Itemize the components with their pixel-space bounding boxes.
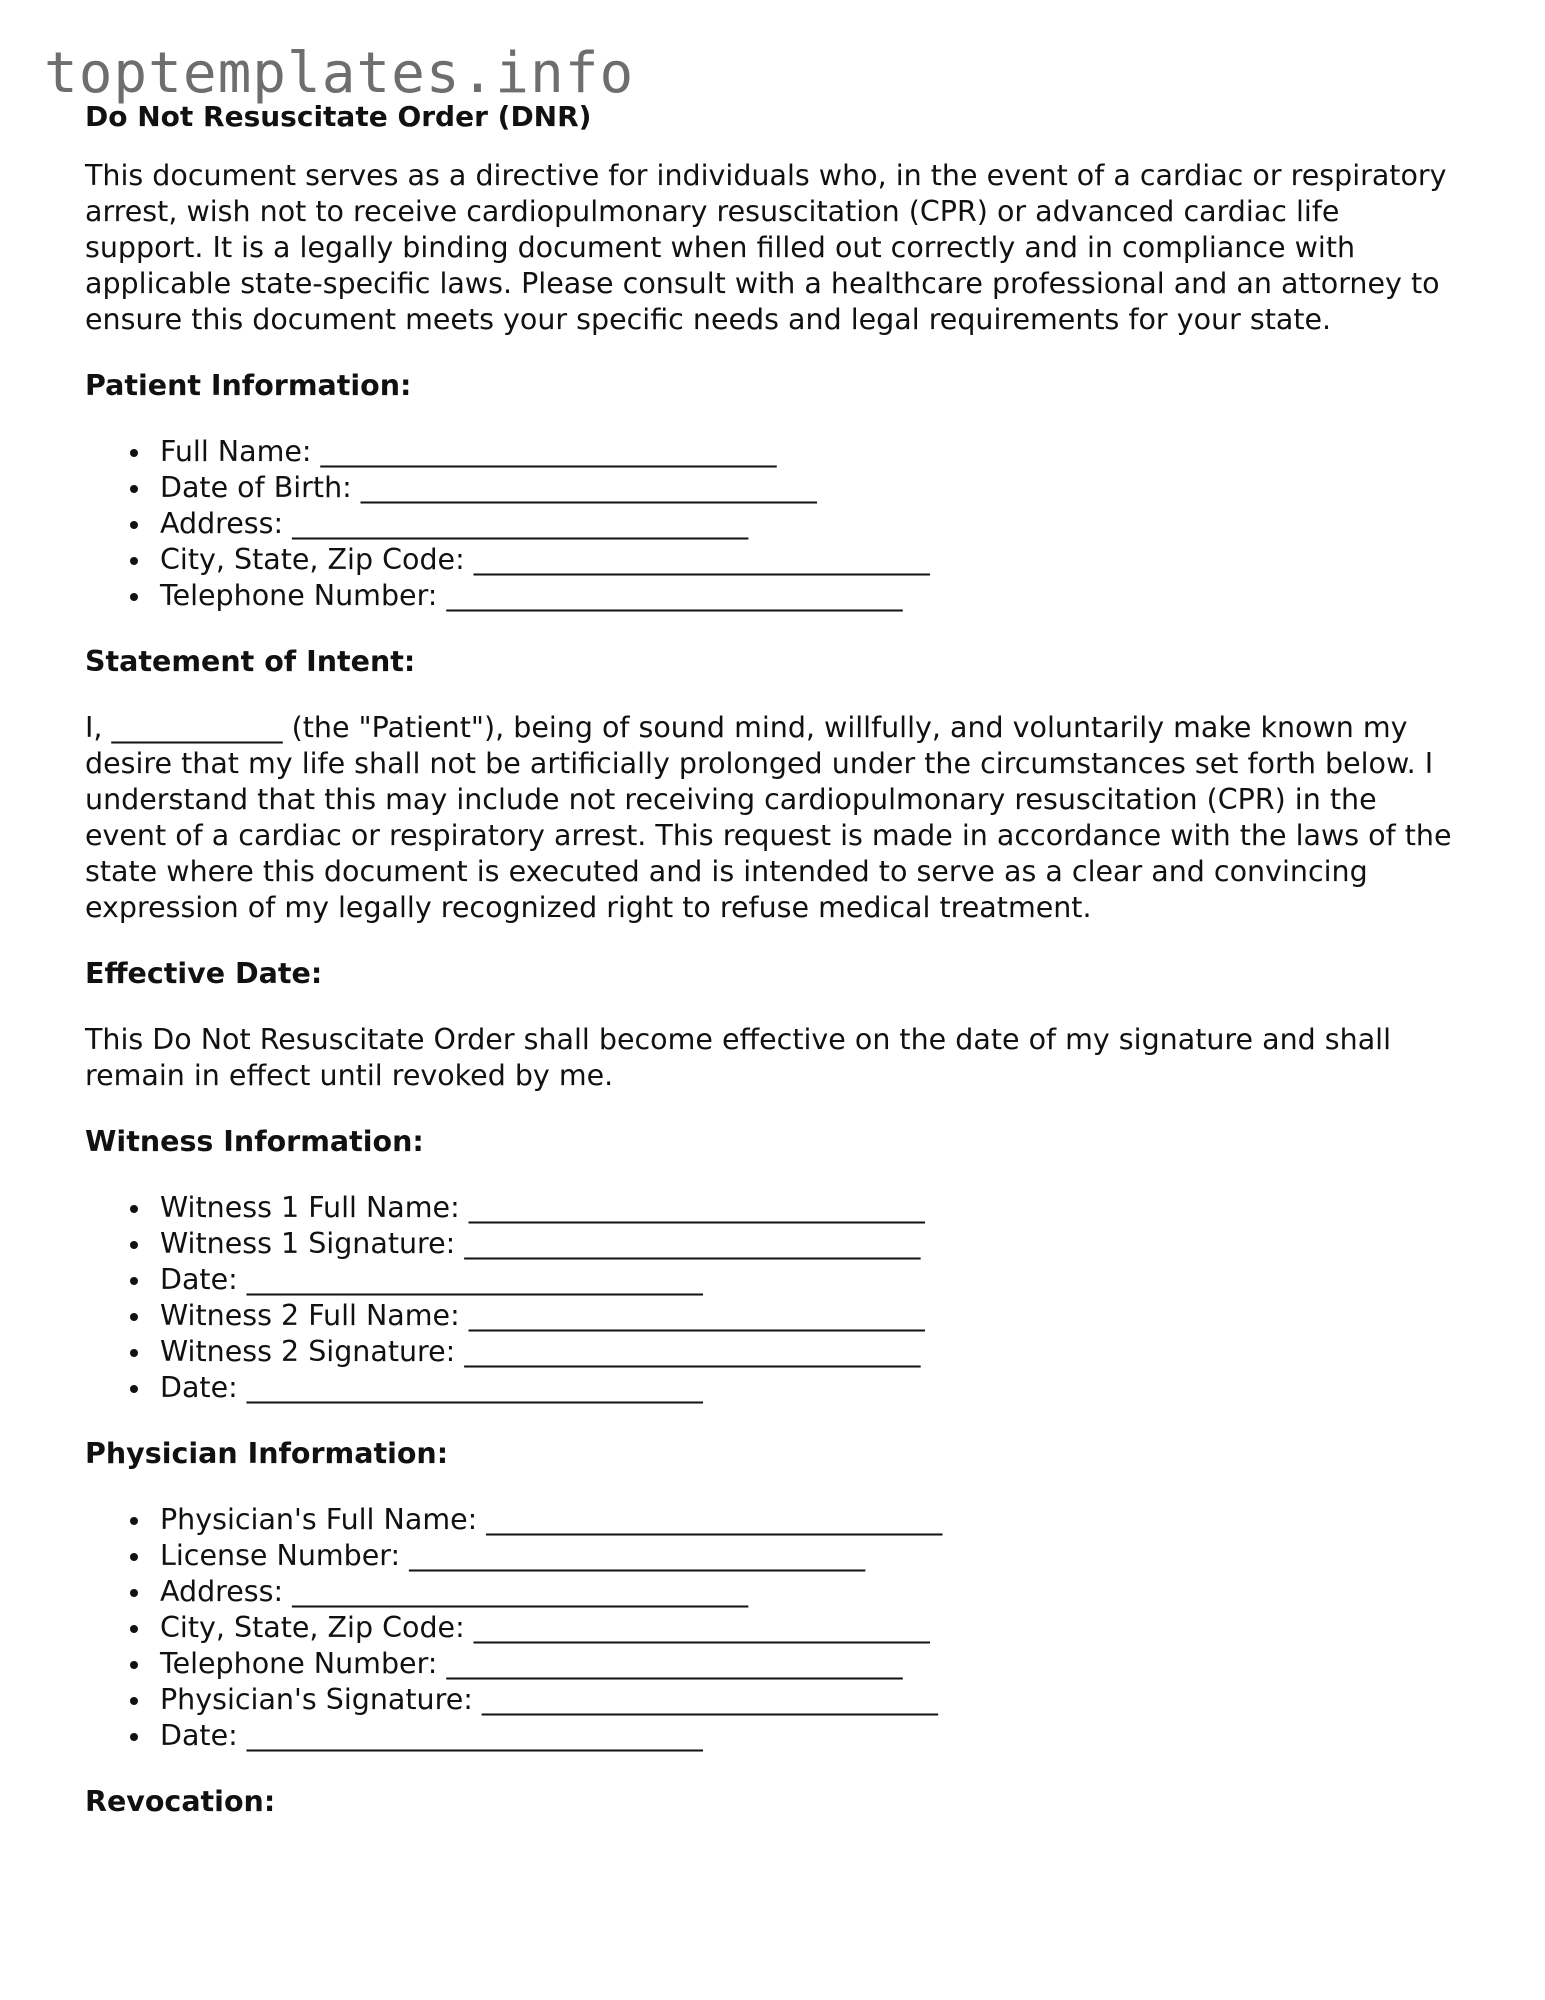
physician-fields	[85, 1502, 1465, 1754]
physician-signature-field[interactable]: Physician's Signature: ________________________________	[160, 1682, 1465, 1718]
patient-telephone-field[interactable]: Telephone Number: ________________________________	[160, 578, 1465, 614]
document-page	[85, 100, 1465, 1850]
patient-dob-field[interactable]: Date of Birth: ________________________________	[160, 470, 1465, 506]
witness2-date-field[interactable]: Date: ________________________________	[160, 1370, 1465, 1406]
physician-address-field[interactable]: Address: ________________________________	[160, 1574, 1465, 1610]
witness-heading: Witness Information:	[85, 1125, 424, 1158]
watermark: toptemplates.info	[44, 41, 635, 106]
physician-telephone-field[interactable]: Telephone Number: ________________________________	[160, 1646, 1465, 1682]
witness2-signature-field[interactable]: Witness 2 Signature: ________________________________	[160, 1334, 1465, 1370]
revocation-heading: Revocation:	[85, 1785, 276, 1818]
physician-name-field[interactable]: Physician's Full Name: ________________________________	[160, 1502, 1465, 1538]
intro-paragraph: This document serves as a directive for individuals who, in the event of a cardiac or respiratory arrest, wish not to receive cardiopulmonary resuscitation (CPR) or advanced cardiac life support. It is a legally binding document when filled out correctly and in compliance with applicable state-specific laws. Please consult with a healthcare professional and an attorney to ensure this document meets your specific needs and legal requirements for your state.	[85, 159, 1447, 336]
effective-date-paragraph: This Do Not Resuscitate Order shall become effective on the date of my signature and shall remain in effect until revoked by me.	[85, 1023, 1392, 1092]
physician-date-field[interactable]: Date: ________________________________	[160, 1718, 1465, 1754]
witness1-signature-field[interactable]: Witness 1 Signature: ________________________________	[160, 1226, 1465, 1262]
patient-fields	[85, 434, 1465, 614]
document-title: Do Not Resuscitate Order (DNR)	[85, 100, 592, 133]
witness2-name-field[interactable]: Witness 2 Full Name: ________________________________	[160, 1298, 1465, 1334]
patient-heading: Patient Information:	[85, 369, 412, 402]
intent-paragraph: I, ____________ (the "Patient"), being of sound mind, willfully, and voluntarily make known my desire that my life shall not be artificially prolonged under the circumstances set forth below. I understand that this may include not receiving cardiopulmonary resuscitation (CPR) in the event of a cardiac or respiratory arrest. This request is made in accordance with the laws of the state where this document is executed and is intended to serve as a clear and convincing expression of my legally recognized right to refuse medical treatment.	[85, 711, 1452, 924]
witness1-date-field[interactable]: Date: ________________________________	[160, 1262, 1465, 1298]
patient-city-state-zip-field[interactable]: City, State, Zip Code: ________________________________	[160, 542, 1465, 578]
physician-heading: Physician Information:	[85, 1437, 449, 1470]
physician-city-state-zip-field[interactable]: City, State, Zip Code: ________________________________	[160, 1610, 1465, 1646]
patient-address-field[interactable]: Address: ________________________________	[160, 506, 1465, 542]
effective-date-heading: Effective Date:	[85, 957, 323, 990]
witness1-name-field[interactable]: Witness 1 Full Name: ________________________________	[160, 1190, 1465, 1226]
witness-fields	[85, 1190, 1465, 1406]
patient-full-name-field[interactable]: Full Name: ________________________________	[160, 434, 1465, 470]
physician-license-field[interactable]: License Number: ________________________________	[160, 1538, 1465, 1574]
intent-heading: Statement of Intent:	[85, 645, 416, 678]
